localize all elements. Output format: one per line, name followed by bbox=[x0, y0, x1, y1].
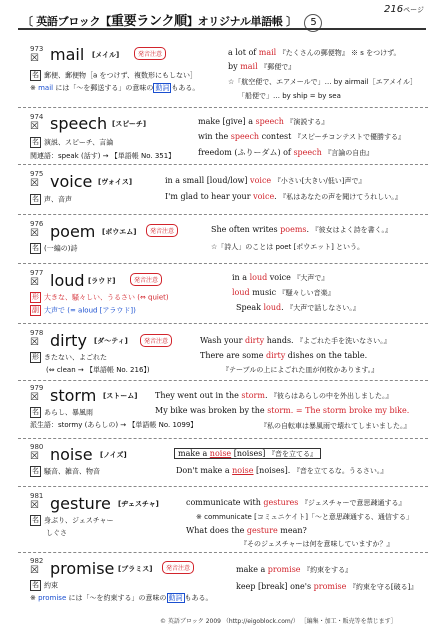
checkbox-icon[interactable]: ☒ bbox=[30, 565, 39, 576]
page-title: 〔 英語ブロック【重要ランク順】オリジナル単語帳 〕 5 bbox=[22, 10, 322, 32]
example: freedom (ふりーダム) of speech 『言論の自由』 bbox=[198, 148, 374, 157]
entry-divider bbox=[18, 486, 428, 487]
definition: 形 大きな、騒々しい、うるさい (⇔ quiet) bbox=[32, 293, 169, 302]
entry-number: 982 bbox=[30, 557, 44, 565]
example: make a noise [noises] 『音を立てる』 bbox=[174, 449, 321, 459]
entry-number: 976 bbox=[30, 220, 44, 228]
example: Don't make a noise [noises]. 『音を立てるな。うるさい。』 bbox=[176, 466, 388, 475]
checkbox-icon[interactable]: ☒ bbox=[30, 121, 39, 132]
entry-number: 975 bbox=[30, 170, 44, 178]
pronunciation: [ダ～ティ] bbox=[94, 337, 128, 345]
translation: 『テーブルの上によごれた皿が何枚かあります。』 bbox=[222, 366, 379, 374]
note: 「船便で」… by ship = by sea bbox=[238, 92, 341, 100]
example: My bike was broken by the storm. = The storm broke my bike. bbox=[155, 406, 410, 415]
entry-number: 980 bbox=[30, 443, 44, 451]
related-word: 関連語：speak (話す) → 【単語帳 No. 351】 bbox=[30, 152, 176, 160]
pronunciation: [ストーム] bbox=[103, 392, 138, 400]
entry-number: 973 bbox=[30, 45, 44, 53]
checkbox-icon[interactable]: ☒ bbox=[30, 277, 39, 288]
example: What does the gesture mean? bbox=[186, 526, 307, 535]
pronunciation: [ヴォイス] bbox=[98, 178, 133, 186]
pronunciation: [プラミス] bbox=[118, 565, 153, 573]
pronunciation: [ラウド] bbox=[88, 277, 116, 285]
pronunciation: [メイル] bbox=[92, 51, 120, 59]
example: in a small [loud/low] voice 『小さい[大きい/低い]声で』 bbox=[165, 176, 366, 185]
entry-word: voice bbox=[50, 172, 93, 191]
entry-divider bbox=[18, 380, 428, 381]
note: ☆「詩人」のことは poet [ポウエット] という。 bbox=[211, 243, 365, 251]
pronunciation: [ポウエム] bbox=[102, 228, 137, 236]
note: ※ communicate [コミュニケイト]「～と意思疎通する、通信する」 bbox=[196, 513, 413, 521]
definition: 副 大声で (= aloud [アラウド]) bbox=[32, 306, 136, 315]
checkbox-icon[interactable]: ☒ bbox=[30, 500, 39, 511]
entry-number: 977 bbox=[30, 269, 44, 277]
pronunciation: [ヂェスチャ] bbox=[118, 500, 159, 508]
entry-word: promise bbox=[50, 559, 115, 578]
example: in a loud voice 『大声で』 bbox=[232, 273, 329, 282]
example: by mail 『郵便で』 bbox=[228, 62, 296, 71]
example: communicate with gestures 『ジェスチャーで意思疎通する』 bbox=[186, 498, 406, 507]
example: make [give] a speech 『演説する』 bbox=[198, 117, 329, 126]
caution-badge: 発音注意 bbox=[162, 561, 194, 574]
example: loud music 『騒々しい音楽』 bbox=[232, 288, 335, 297]
definition: 名 郵便、郵便物［a をつけず、複数形にもしない］ bbox=[32, 71, 197, 80]
entry-divider bbox=[18, 438, 428, 439]
example: make a promise 『約束をする』 bbox=[236, 565, 353, 574]
translation: 『私の自転車は暴風雨で壊れてしまいました。』 bbox=[260, 422, 411, 430]
example: There are some dirty dishes on the table. bbox=[200, 351, 368, 360]
entry-word: loud bbox=[50, 271, 85, 290]
checkbox-icon[interactable]: ☒ bbox=[30, 451, 39, 462]
definition: 形 きたない、よごれた bbox=[32, 353, 107, 362]
entry-number: 979 bbox=[30, 384, 44, 392]
footer-copyright: © 英語ブロック 2009 （http://eigoblock.com/） ［編集・加工・販売等を禁じます］ bbox=[160, 618, 397, 625]
header-rule bbox=[18, 28, 426, 30]
entry-word: dirty bbox=[50, 331, 87, 350]
related-word: 派生語：stormy (あらしの) → 【単語帳 No. 1099】 bbox=[30, 421, 198, 429]
definition: 名 騒音、雑音、物音 bbox=[32, 467, 100, 476]
entry-divider bbox=[18, 107, 428, 108]
checkbox-icon[interactable]: ☒ bbox=[30, 178, 39, 189]
translation: 『そのジェスチャーは何を意味していますか？』 bbox=[240, 540, 394, 548]
caution-badge: 発音注意 bbox=[130, 273, 162, 286]
definition: 名 声、音声 bbox=[32, 195, 72, 204]
entry-word: storm bbox=[50, 386, 97, 405]
caution-badge: 発音注意 bbox=[134, 47, 166, 60]
pronunciation: [ノイズ] bbox=[100, 451, 127, 459]
entry-divider bbox=[18, 164, 428, 165]
example: keep [break] one's promise 『約束を守る[破る]』 bbox=[236, 582, 418, 591]
entry-word: noise bbox=[50, 445, 93, 464]
entry-word: gesture bbox=[50, 494, 111, 513]
entry-number: 978 bbox=[30, 329, 44, 337]
example: I'm glad to hear your voice. 『私はあなたの声を聞けてうれしい。』 bbox=[165, 192, 402, 201]
page-number: 216ページ bbox=[384, 4, 424, 15]
checkbox-icon[interactable]: ☒ bbox=[30, 228, 39, 239]
note: ※ promise には「～を約束する」の意味の 動詞 もある。 bbox=[30, 594, 213, 602]
example: She often writes poems. 『彼女はよく詩を書く。』 bbox=[211, 225, 393, 234]
example: win the speech contest 『スピーチコンテストで優勝する』 bbox=[198, 132, 406, 141]
example: They went out in the storm. 『彼らはあらしの中を外出しました。』 bbox=[155, 391, 393, 400]
entry-divider bbox=[18, 263, 428, 264]
entry-divider bbox=[18, 214, 428, 215]
entry-divider bbox=[18, 323, 428, 324]
pronunciation: [スピーチ] bbox=[112, 120, 147, 128]
caution-badge: 発音注意 bbox=[146, 224, 178, 237]
example: Wash your dirty hands. 『よごれた手を洗いなさい。』 bbox=[200, 336, 391, 345]
entry-number: 981 bbox=[30, 492, 44, 500]
definition: 名 身ぶり、ジェスチャー bbox=[32, 516, 114, 525]
note: ※ mail には「～を郵送する」の意味の 動詞 もある。 bbox=[30, 84, 200, 92]
entry-word: poem bbox=[50, 222, 96, 241]
definition: 名 演説、スピーチ、言論 bbox=[32, 138, 114, 147]
caution-badge: 発音注意 bbox=[140, 334, 172, 347]
related-word: (⇔ clean → 【単語帳 No. 216】) bbox=[46, 366, 150, 374]
definition: しぐさ bbox=[46, 529, 67, 537]
definition: 名 あらし、暴風雨 bbox=[32, 408, 93, 417]
checkbox-icon[interactable]: ☒ bbox=[30, 337, 39, 348]
unit-badge: 5 bbox=[304, 14, 322, 32]
entry-word: speech bbox=[50, 114, 108, 133]
checkbox-icon[interactable]: ☒ bbox=[30, 53, 39, 64]
note: ☆「航空便で、エアメールで」… by airmail［エアメイル］ bbox=[228, 78, 418, 86]
definition: 名 約束 bbox=[32, 581, 58, 590]
checkbox-icon[interactable]: ☒ bbox=[30, 392, 39, 403]
entry-divider bbox=[18, 552, 428, 553]
example: a lot of mail 『たくさんの郵便物』 ※ s をつけず。 bbox=[228, 48, 401, 57]
definition: 名 (一編の)詩 bbox=[32, 244, 78, 253]
entry-number: 974 bbox=[30, 113, 44, 121]
entry-word: mail bbox=[50, 45, 85, 64]
example: Speak loud. 『大声で話しなさい。』 bbox=[236, 303, 360, 312]
